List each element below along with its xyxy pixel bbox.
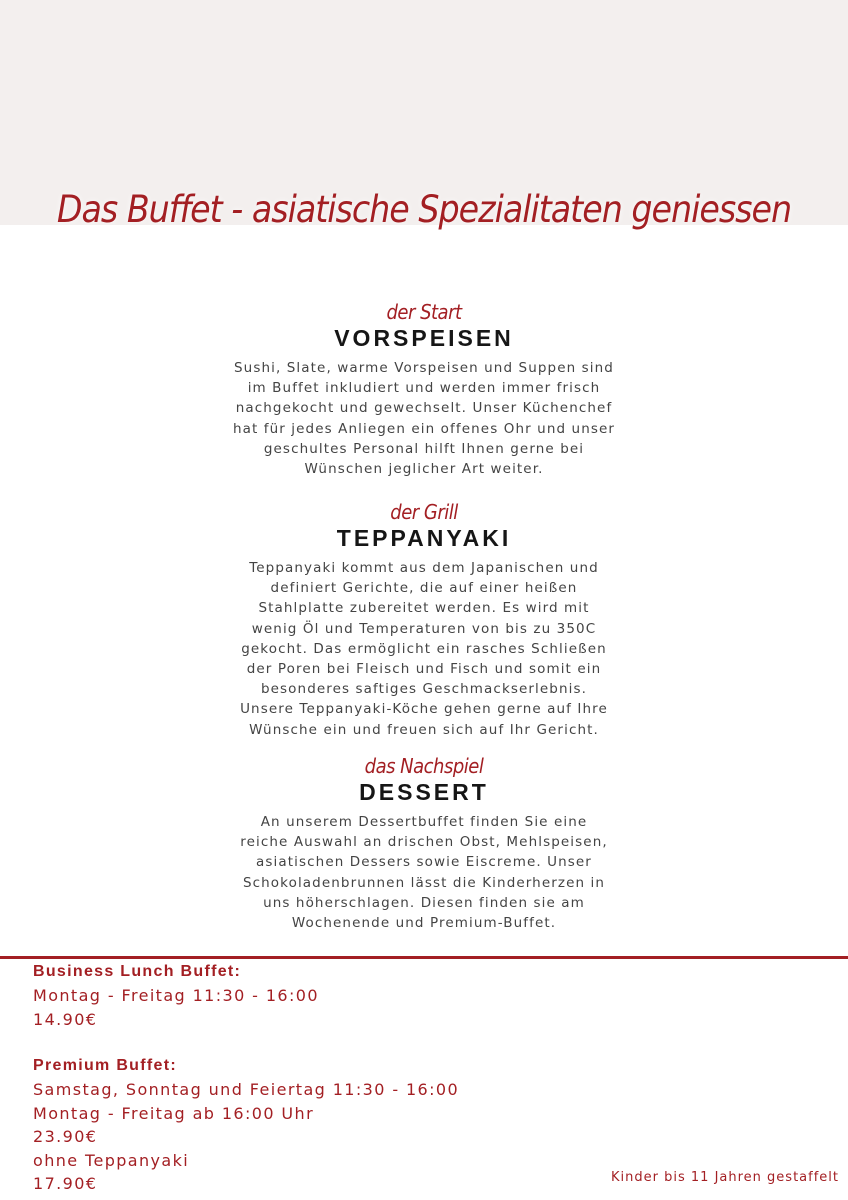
description-line: nachgekocht und gewechselt. Unser Küchenchef	[235, 400, 613, 417]
section-heading: VORSPEISEN	[334, 325, 514, 351]
description-line: uns höherschlagen. Diesen finden sie am	[263, 894, 585, 911]
description-line: besonderes saftiges Geschmackserlebnis.	[260, 681, 588, 698]
description-line: An unserem Dessertbuffet finden Sie eine	[260, 814, 588, 830]
section-kicker: der Grill	[390, 500, 458, 524]
description-line: definiert Gerichte, die auf einer heißen	[270, 580, 578, 597]
premium-weekend-hours: Samstag, Sonntag und Feiertag 11:30 - 16:00	[33, 1080, 460, 1099]
description-line: Sushi, Slate, warme Vorspeisen und Suppen sind	[234, 360, 614, 376]
description-line: Unsere Teppanyaki-Köche gehen gerne auf Ihre	[240, 701, 608, 718]
premium-buffet-label: Premium Buffet:	[33, 1057, 177, 1074]
description-line: Schokoladenbrunnen lässt die Kinderherzen in	[242, 874, 606, 891]
description-line: asiatischen Dessers sowie Eiscreme. Unser	[256, 854, 592, 871]
description-line: Wochenende und Premium-Buffet.	[291, 915, 557, 932]
section-heading: DESSERT	[359, 779, 489, 805]
description-line: Wünschen jeglicher Art weiter.	[304, 461, 544, 478]
description-line: hat für jedes Anliegen ein offenes Ohr und unser	[232, 420, 616, 437]
description-line: Wünsche ein und freuen sich auf Ihr Gericht.	[249, 721, 599, 738]
premium-buffet-info	[33, 1054, 459, 1196]
section-description	[0, 812, 848, 933]
premium-price: 23.90€	[33, 1127, 98, 1146]
description-line: Stahlplatte zubereitet werden. Es wird mit	[258, 600, 590, 617]
description-line: Teppanyaki kommt aus dem Japanischen und	[249, 560, 599, 576]
business-lunch-price: 14.90€	[33, 1009, 98, 1029]
kids-pricing-note: Kinder bis 11 Jahren gestaffelt	[611, 1170, 839, 1185]
premium-weekday-hours: Montag - Freitag ab 16:00 Uhr	[33, 1103, 315, 1123]
description-line: der Poren bei Fleisch und Fisch und somit ein	[246, 661, 602, 678]
premium-without-teppanyaki-price: 17.90€	[33, 1174, 98, 1193]
description-line: gekocht. Das ermöglicht ein rasches Schließen	[241, 640, 607, 657]
section-kicker: der Start	[386, 300, 462, 324]
business-lunch-info	[33, 960, 319, 1031]
section-vorspeisen	[0, 300, 848, 479]
section-heading: TEPPANYAKI	[336, 525, 512, 551]
section-teppanyaki	[0, 500, 848, 740]
section-description	[0, 358, 848, 479]
premium-without-teppanyaki-label: ohne Teppanyaki	[33, 1150, 190, 1170]
business-lunch-hours: Montag - Freitag 11:30 - 16:00	[33, 986, 319, 1005]
section-divider	[0, 956, 848, 959]
description-line: reiche Auswahl an drischen Obst, Mehlspeisen,	[240, 834, 608, 851]
description-line: geschultes Personal hilft Ihnen gerne bei	[263, 440, 585, 457]
description-line: wenig Öl und Temperaturen von bis zu 350C	[251, 620, 597, 637]
page-title: Das Buffet - asiatische Spezialitaten geniessen	[56, 188, 792, 231]
section-description	[0, 558, 848, 740]
description-line: im Buffet inkludiert und werden immer frisch	[247, 380, 601, 397]
business-lunch-label: Business Lunch Buffet:	[33, 963, 242, 980]
section-kicker: das Nachspiel	[364, 754, 484, 778]
section-dessert	[0, 754, 848, 933]
